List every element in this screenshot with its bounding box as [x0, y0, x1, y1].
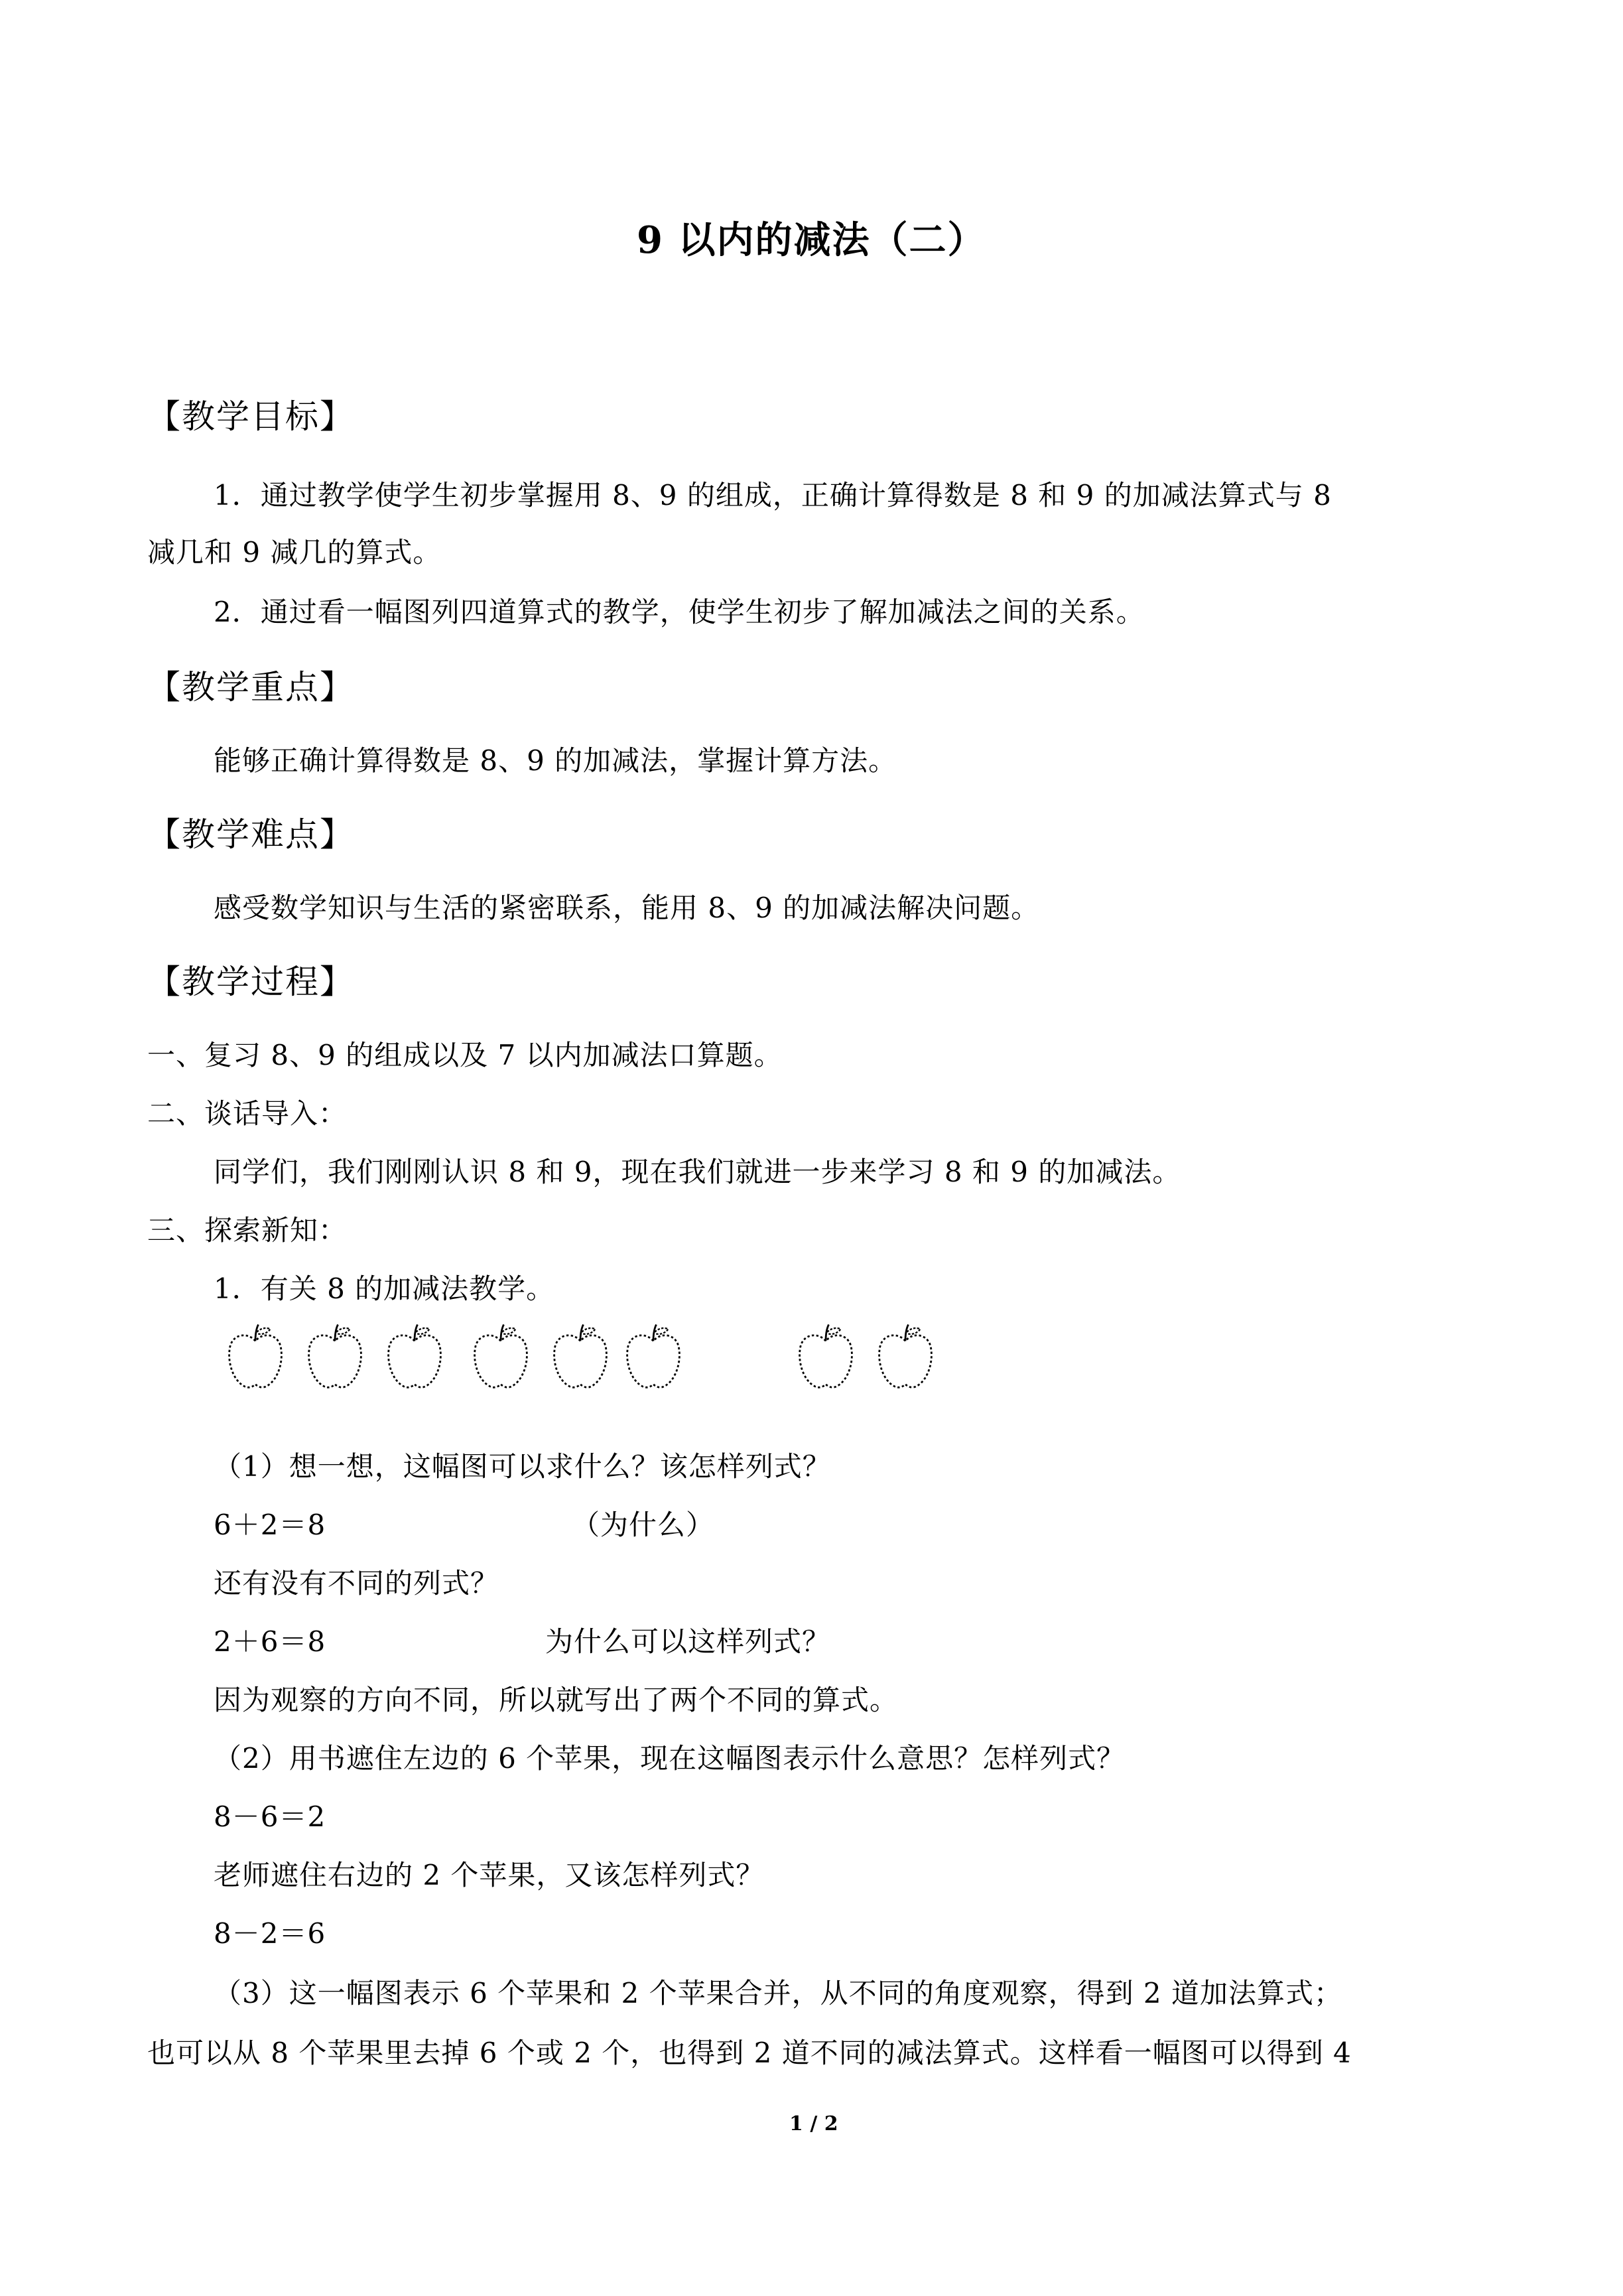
process-step-2-text: 同学们，我们刚刚认识 8 和 9，现在我们就进一步来学习 8 和 9 的加减法。 [214, 1156, 1181, 1188]
apple-icon [471, 1320, 531, 1393]
apple-icon [796, 1320, 856, 1393]
key-points-heading: 【教学重点】 [147, 668, 354, 707]
page-title: 9 以内的减法（二） [637, 218, 986, 262]
equation-4: 8－2＝6 [214, 1917, 326, 1950]
question-2: （2）用书遮住左边的 6 个苹果，现在这幅图表示什么意思？怎样列式？ [214, 1742, 1126, 1775]
objective-item-1-line-1: 1．通过教学使学生初步掌握用 8、9 的组成，正确计算得数是 8 和 9 的加减法算式与 8 [214, 479, 1332, 511]
process-sub-1: 1．有关 8 的加减法教学。 [214, 1272, 555, 1305]
difficulties-heading: 【教学难点】 [147, 815, 354, 854]
process-step-2: 二、谈话导入： [147, 1097, 348, 1130]
question-1: （1）想一想，这幅图可以求什么？该怎样列式？ [214, 1450, 831, 1483]
equation-2-note: 为什么可以这样列式？ [545, 1625, 831, 1658]
apple-icon [226, 1320, 285, 1393]
process-step-1: 一、复习 8、9 的组成以及 7 以内加减法口算题。 [147, 1039, 783, 1071]
question-1b: 还有没有不同的列式？ [214, 1567, 499, 1599]
process-step-3: 三、探索新知： [147, 1214, 348, 1247]
key-points-text: 能够正确计算得数是 8、9 的加减法，掌握计算方法。 [214, 744, 897, 777]
question-2b: 老师遮住右边的 2 个苹果，又该怎样列式？ [214, 1859, 765, 1891]
apple-icon [876, 1320, 935, 1393]
explanation-1: 因为观察的方向不同，所以就写出了两个不同的算式。 [214, 1684, 899, 1716]
equation-3: 8－6＝2 [214, 1800, 326, 1833]
difficulties-text: 感受数学知识与生活的紧密联系，能用 8、9 的加减法解决问题。 [214, 892, 1040, 924]
page-number: 1 / 2 [789, 2112, 838, 2135]
question-3-line-2: 也可以从 8 个苹果里去掉 6 个或 2 个，也得到 2 道不同的减法算式。这样看一幅图可以得到 4 [147, 2037, 1352, 2069]
objective-item-2: 2．通过看一幅图列四道算式的教学，使学生初步了解加减法之间的关系。 [214, 596, 1145, 628]
objective-item-1-line-2: 减几和 9 减几的算式。 [147, 536, 442, 569]
equation-1-note: （为什么） [572, 1509, 715, 1541]
apple-icon [623, 1320, 683, 1393]
question-3-line-1: （3）这一幅图表示 6 个苹果和 2 个苹果合并，从不同的角度观察，得到 2 道加法算式； [214, 1977, 1342, 2009]
apple-icon [385, 1320, 444, 1393]
equation-2: 2＋6＝8 [214, 1625, 326, 1658]
apple-icon [551, 1320, 610, 1393]
objectives-heading: 【教学目标】 [147, 397, 354, 436]
process-heading: 【教学过程】 [147, 963, 354, 1001]
apple-icon [305, 1320, 365, 1393]
equation-1: 6＋2＝8 [214, 1509, 326, 1541]
